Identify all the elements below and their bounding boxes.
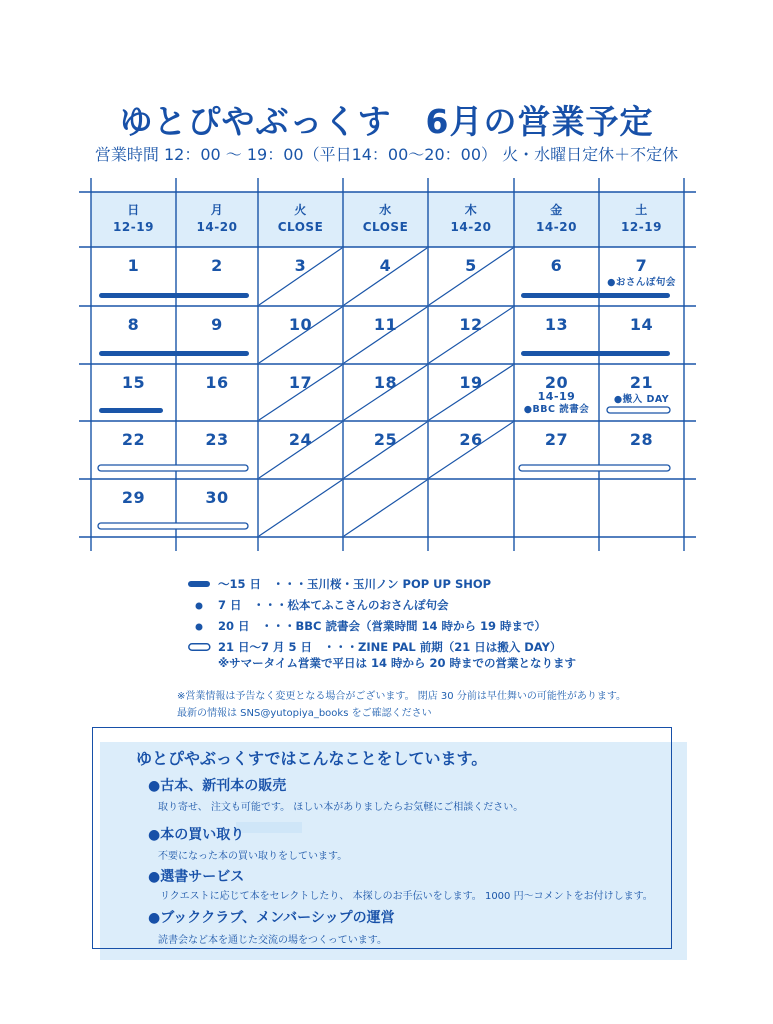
day-number: 22	[121, 430, 146, 449]
day-number: 8	[127, 315, 140, 334]
day-number: 17	[288, 373, 313, 392]
header-hours: 14-20	[536, 220, 577, 234]
solid-bar-icon	[188, 574, 214, 595]
event-bar-outline	[98, 465, 248, 471]
summer-time-note: ※サマータイム営業で平日は 14 時から 20 時までの営業となります	[218, 656, 576, 670]
day-number: 29	[121, 488, 146, 507]
header-day: 土	[635, 203, 648, 217]
cell-note: ●BBC 読書会	[523, 404, 590, 415]
closed-day-slash	[259, 480, 342, 536]
page-title: ゆとぴやぶっくす 6月の営業予定	[119, 102, 654, 141]
day-number: 3	[294, 256, 307, 275]
legend-text: 7 日 ・・・松本てふこさんのおさんぽ句会	[218, 598, 449, 612]
dot-icon	[188, 616, 214, 637]
cell-note: ●搬入 DAY	[613, 394, 670, 405]
dot-icon	[188, 595, 214, 616]
header-day: 日	[127, 203, 140, 217]
day-number: 15	[121, 373, 146, 392]
outline-bar-icon	[188, 637, 214, 658]
service-heading: ●古本、新刊本の販売	[148, 778, 287, 794]
service-description: リクエストに応じて本をセレクトしたり、 本探しのお手伝いをします。 1000 円～コメントをお付けします。	[160, 891, 653, 902]
day-number: 7	[635, 256, 648, 275]
header-hours: 12-19	[621, 220, 662, 234]
day-number: 11	[373, 315, 398, 334]
service-heading: ●選書サービス	[148, 869, 245, 885]
event-bar	[521, 293, 670, 298]
day-number: 14	[629, 315, 654, 334]
header-hours: 12-19	[113, 220, 154, 234]
day-number: 13	[544, 315, 569, 334]
service-description: 不要になった本の買い取りをしています。	[158, 851, 348, 862]
day-number: 16	[205, 373, 229, 392]
header-day: 金	[550, 203, 563, 217]
event-bar	[99, 351, 249, 356]
service-description: 取り寄せ、 注文も可能です。 ほしい本がありましたらお気軽にご相談ください。	[158, 802, 524, 813]
day-number: 4	[379, 256, 392, 275]
day-number: 9	[211, 315, 223, 334]
services-title: ゆとぴやぶっくすではこんなことをしています。	[136, 749, 488, 768]
service-description: 読書会など本を通じた交流の場をつくっています。	[158, 935, 387, 946]
legend-text: ～15 日 ・・・玉川桜・玉川ノン POP UP SHOP	[218, 577, 492, 591]
header-hours: 14-20	[450, 220, 492, 234]
day-number: 27	[544, 430, 569, 449]
day-number: 26	[459, 430, 483, 449]
notice-line: ※営業情報は予告なく変更となる場合がございます。 閉店 30 分前は早仕舞いの可能性があります。	[177, 691, 627, 702]
day-number: 12	[459, 315, 483, 334]
header-day: 月	[210, 203, 224, 217]
event-bar	[99, 293, 249, 298]
service-heading: ●本の買い取り	[148, 827, 245, 843]
event-bar-outline	[519, 465, 670, 471]
closed-day-slash	[344, 480, 427, 536]
notice	[177, 688, 626, 722]
header-hours: 14-20	[196, 220, 238, 234]
legend-text: 21 日～7 月 5 日 ・・・ZINE PAL 前期（21 日は搬入 DAY）	[218, 640, 562, 654]
cell-note: ●おさんぽ句会	[607, 277, 676, 288]
cell-note: 14-19	[537, 390, 576, 403]
day-number: 19	[459, 373, 483, 392]
day-number: 10	[288, 315, 313, 334]
service-heading: ●ブッククラブ、メンバーシップの運営	[148, 910, 395, 926]
event-bar-outline	[98, 523, 248, 529]
notice-line: 最新の情報は SNS@yutopiya_books をご確認ください	[177, 708, 432, 719]
event-bar-outline	[607, 407, 670, 413]
day-number: 1	[127, 256, 140, 275]
day-number: 24	[288, 430, 313, 449]
day-number: 5	[465, 256, 477, 275]
header-day: 水	[379, 203, 392, 217]
event-bar	[99, 408, 163, 413]
header-day: 木	[464, 203, 478, 217]
event-bar	[521, 351, 670, 356]
day-number: 28	[629, 430, 654, 449]
day-number: 25	[373, 430, 398, 449]
day-number: 20	[544, 373, 569, 392]
day-number: 30	[205, 488, 229, 507]
day-number: 18	[373, 373, 398, 392]
legend-text: 20 日 ・・・BBC 読書会（営業時間 14 時から 19 時まで）	[218, 619, 547, 633]
header-day: 火	[294, 203, 307, 217]
header-hours: CLOSE	[277, 220, 324, 234]
day-number: 23	[205, 430, 229, 449]
day-number: 2	[211, 256, 223, 275]
header-hours: CLOSE	[362, 220, 409, 234]
day-number: 21	[629, 373, 654, 392]
day-number: 6	[550, 256, 563, 275]
business-hours: 営業時間 12：00 ～ 19：00（平日14：00～20：00） 火・水曜日定休＋不定休	[94, 145, 679, 164]
